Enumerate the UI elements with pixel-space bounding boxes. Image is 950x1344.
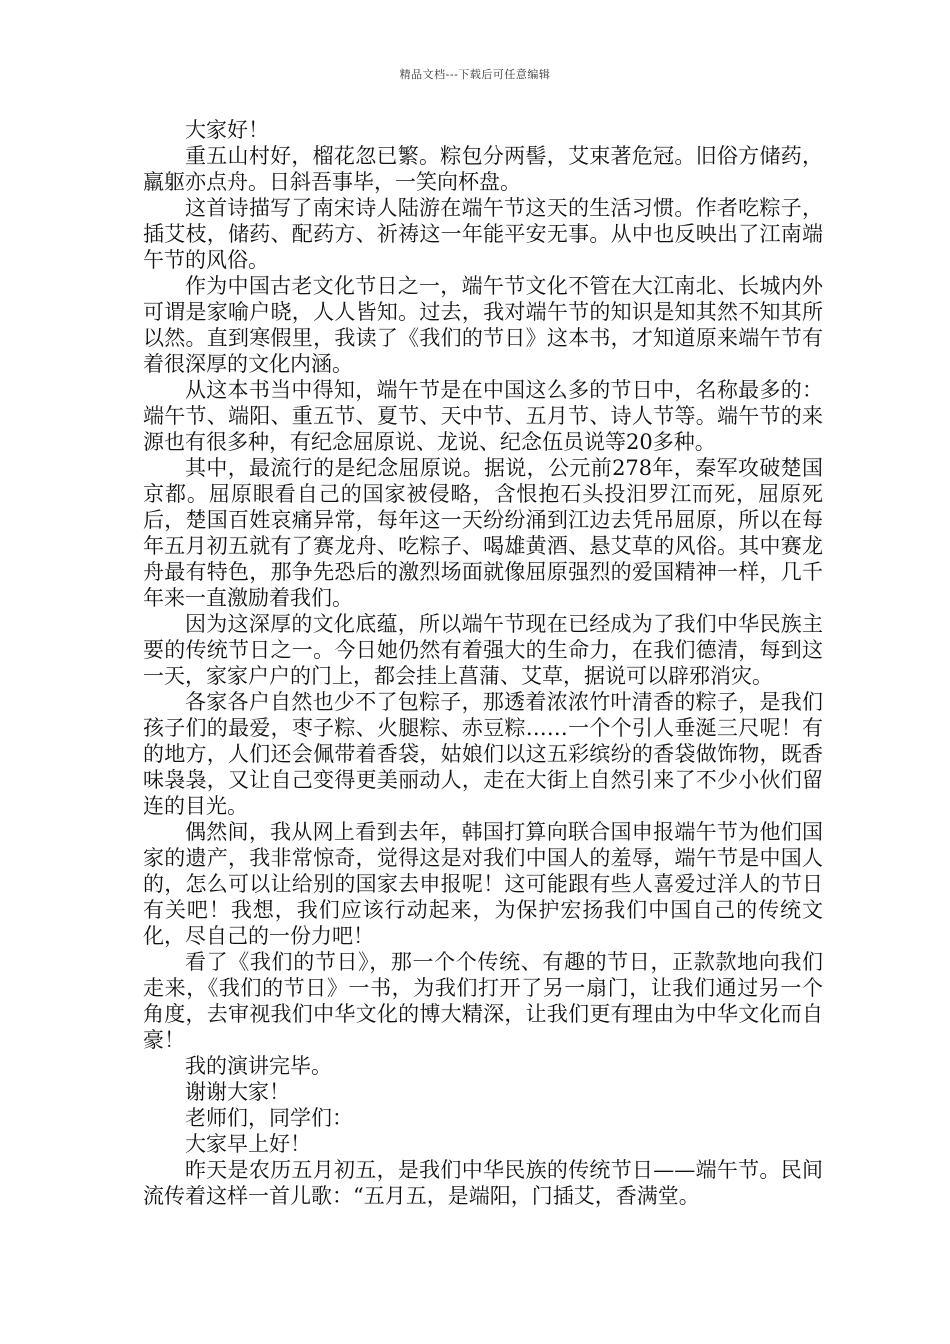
paragraph: 看了《我们的节日》，那一个个传统、有趣的节日，正款款地向我们走来，《我们的节日》一书，为我们打开了另一扇门，让我们通过另一个角度，去审视我们中华文化的博大精深，让我们更有理由为中华文化而自豪！: [143, 950, 823, 1052]
paragraph: 重五山村好，榴花忽已繁。粽包分两髻，艾束著危冠。旧俗方储药，羸躯亦点舟。日斜吾事毕，一笑向杯盘。: [143, 144, 823, 194]
paragraph: 各家各户自然也少不了包粽子，那透着浓浓竹叶清香的粽子，是我们孩子们的最爱，枣子粽、火腿粽、赤豆粽……一个个引人垂涎三尺呢！有的地方，人们还会佩带着香袋，姑娘们以这五彩缤纷的香袋做饰物，既香味袅袅，又让自己变得更美丽动人，走在大街上自然引来了不少小伙们留连的目光。: [143, 690, 823, 818]
paragraph: 这首诗描写了南宋诗人陆游在端午节这天的生活习惯。作者吃粽子，插艾枝，储药、配药方、祈祷这一年能平安无事。从中也反映出了江南端午节的风俗。: [143, 196, 823, 272]
paragraph: 因为这深厚的文化底蕴，所以端午节现在已经成为了我们中华民族主要的传统节日之一。今日她仍然有着强大的生命力，在我们德清，每到这一天，家家户户的门上，都会挂上菖蒲、艾草，据说可以辟邪消灾。: [143, 612, 823, 688]
page-header: 精品文档---下载后可任意编辑: [399, 68, 551, 81]
paragraph: 我的演讲完毕。: [185, 1054, 332, 1078]
paragraph: 大家好！: [185, 118, 269, 142]
paragraph: 谢谢大家！: [185, 1080, 290, 1104]
paragraph: 作为中国古老文化节日之一，端午节文化不管在大江南北、长城内外可谓是家喻户晓，人人皆知。过去，我对端午节的知识是知其然不知其所以然。直到寒假里，我读了《我们的节日》这本书，才知道原来端午节有着很深厚的文化内涵。: [143, 274, 823, 376]
paragraph: 从这本书当中得知，端午节是在中国这么多的节日中，名称最多的：端午节、端阳、重五节、夏节、天中节、五月节、诗人节等。端午节的来源也有很多种，有纪念屈原说、龙说、纪念伍员说等20多种。: [143, 378, 823, 454]
document-body: [143, 117, 823, 1209]
paragraph: 其中，最流行的是纪念屈原说。据说，公元前278年，秦军攻破楚国京都。屈原眼看自己的国家被侵略，含恨抱石头投汨罗江而死，屈原死后，楚国百姓哀痛异常，每年这一天纷纷涌到江边去凭吊屈原，所以在每年五月初五就有了赛龙舟、吃粽子、喝雄黄酒、悬艾草的风俗。其中赛龙舟最有特色，那争先恐后的激烈场面就像屈原强烈的爱国精神一样，几千年来一直激励着我们。: [143, 456, 823, 610]
paragraph: 昨天是农历五月初五，是我们中华民族的传统节日——端午节。民间流传着这样一首儿歌：“五月五，是端阳，门插艾，香满堂。: [143, 1158, 823, 1208]
paragraph: 大家早上好！: [185, 1132, 311, 1156]
paragraph: 老师们，同学们：: [185, 1106, 353, 1130]
paragraph: 偶然间，我从网上看到去年，韩国打算向联合国申报端午节为他们国家的遗产，我非常惊奇，觉得这是对我们中国人的羞辱，端午节是中国人的，怎么可以让给别的国家去申报呢！这可能跟有些人喜爱过洋人的节日有关吧！我想，我们应该行动起来，为保护宏扬我们中国自己的传统文化，尽自己的一份力吧！: [143, 820, 823, 948]
